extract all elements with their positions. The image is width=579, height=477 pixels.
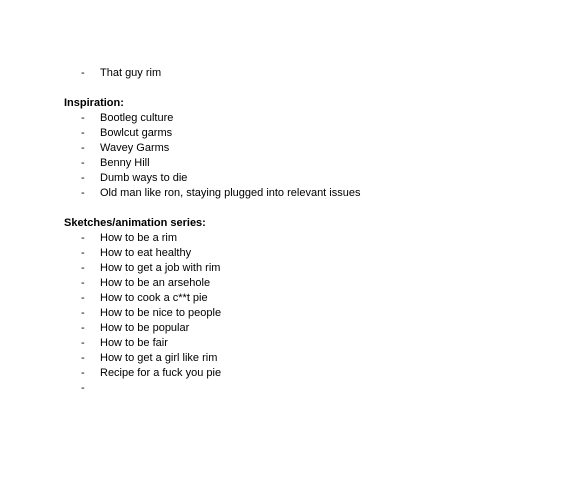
list-item-text: How to be an arsehole [100, 277, 211, 289]
bullet-dash: - [81, 187, 85, 199]
list-item-text: How to be fair [100, 337, 168, 349]
list-item-text: How to get a job with rim [100, 262, 221, 274]
list-item [0, 231, 579, 246]
bullet-dash: - [81, 382, 85, 394]
section-heading-inspiration: Inspiration: [64, 97, 124, 109]
list-item-text: How to be a rim [100, 232, 178, 244]
list-item [0, 336, 579, 351]
list-item-text: Benny Hill [100, 157, 150, 169]
bullet-dash: - [81, 127, 85, 139]
bullet-dash: - [81, 337, 85, 349]
list-item [0, 111, 579, 126]
bullet-dash: - [81, 247, 85, 259]
list-item [0, 276, 579, 291]
list-item-text: How to get a girl like rim [100, 352, 218, 364]
bullet-dash: - [81, 277, 85, 289]
list-item [0, 156, 579, 171]
bullet-dash: - [81, 142, 85, 154]
section-heading-sketches: Sketches/animation series: [64, 217, 206, 229]
list-item-text: Dumb ways to die [100, 172, 188, 184]
list-item [0, 66, 579, 81]
bullet-dash: - [81, 322, 85, 334]
bullet-dash: - [81, 352, 85, 364]
list-item [0, 321, 579, 336]
bullet-dash: - [81, 262, 85, 274]
bullet-dash: - [81, 112, 85, 124]
bullet-dash: - [81, 157, 85, 169]
list-item [0, 291, 579, 306]
list-item-text: That guy rim [100, 67, 162, 79]
bullet-dash: - [81, 67, 85, 79]
list-item [0, 141, 579, 156]
bullet-dash: - [81, 367, 85, 379]
list-item-text: Bowlcut garms [100, 127, 173, 139]
list-item-text: Wavey Garms [100, 142, 170, 154]
list-item-text: Recipe for a fuck you pie [100, 367, 222, 379]
list-item-empty [0, 381, 579, 396]
bullet-dash: - [81, 232, 85, 244]
list-item [0, 366, 579, 381]
list-item-text: How to cook a c**t pie [100, 292, 208, 304]
bullet-dash: - [81, 307, 85, 319]
list-item [0, 186, 579, 201]
list-item-text: How to eat healthy [100, 247, 192, 259]
list-item [0, 126, 579, 141]
list-item [0, 261, 579, 276]
list-item [0, 306, 579, 321]
bullet-dash: - [81, 172, 85, 184]
list-item-text: Old man like ron, staying plugged into relevant issues [100, 187, 361, 199]
list-item [0, 171, 579, 186]
list-item-text: How to be popular [100, 322, 190, 334]
list-item-text: Bootleg culture [100, 112, 174, 124]
list-item [0, 246, 579, 261]
bullet-dash: - [81, 292, 85, 304]
list-item-text: How to be nice to people [100, 307, 222, 319]
list-item [0, 351, 579, 366]
